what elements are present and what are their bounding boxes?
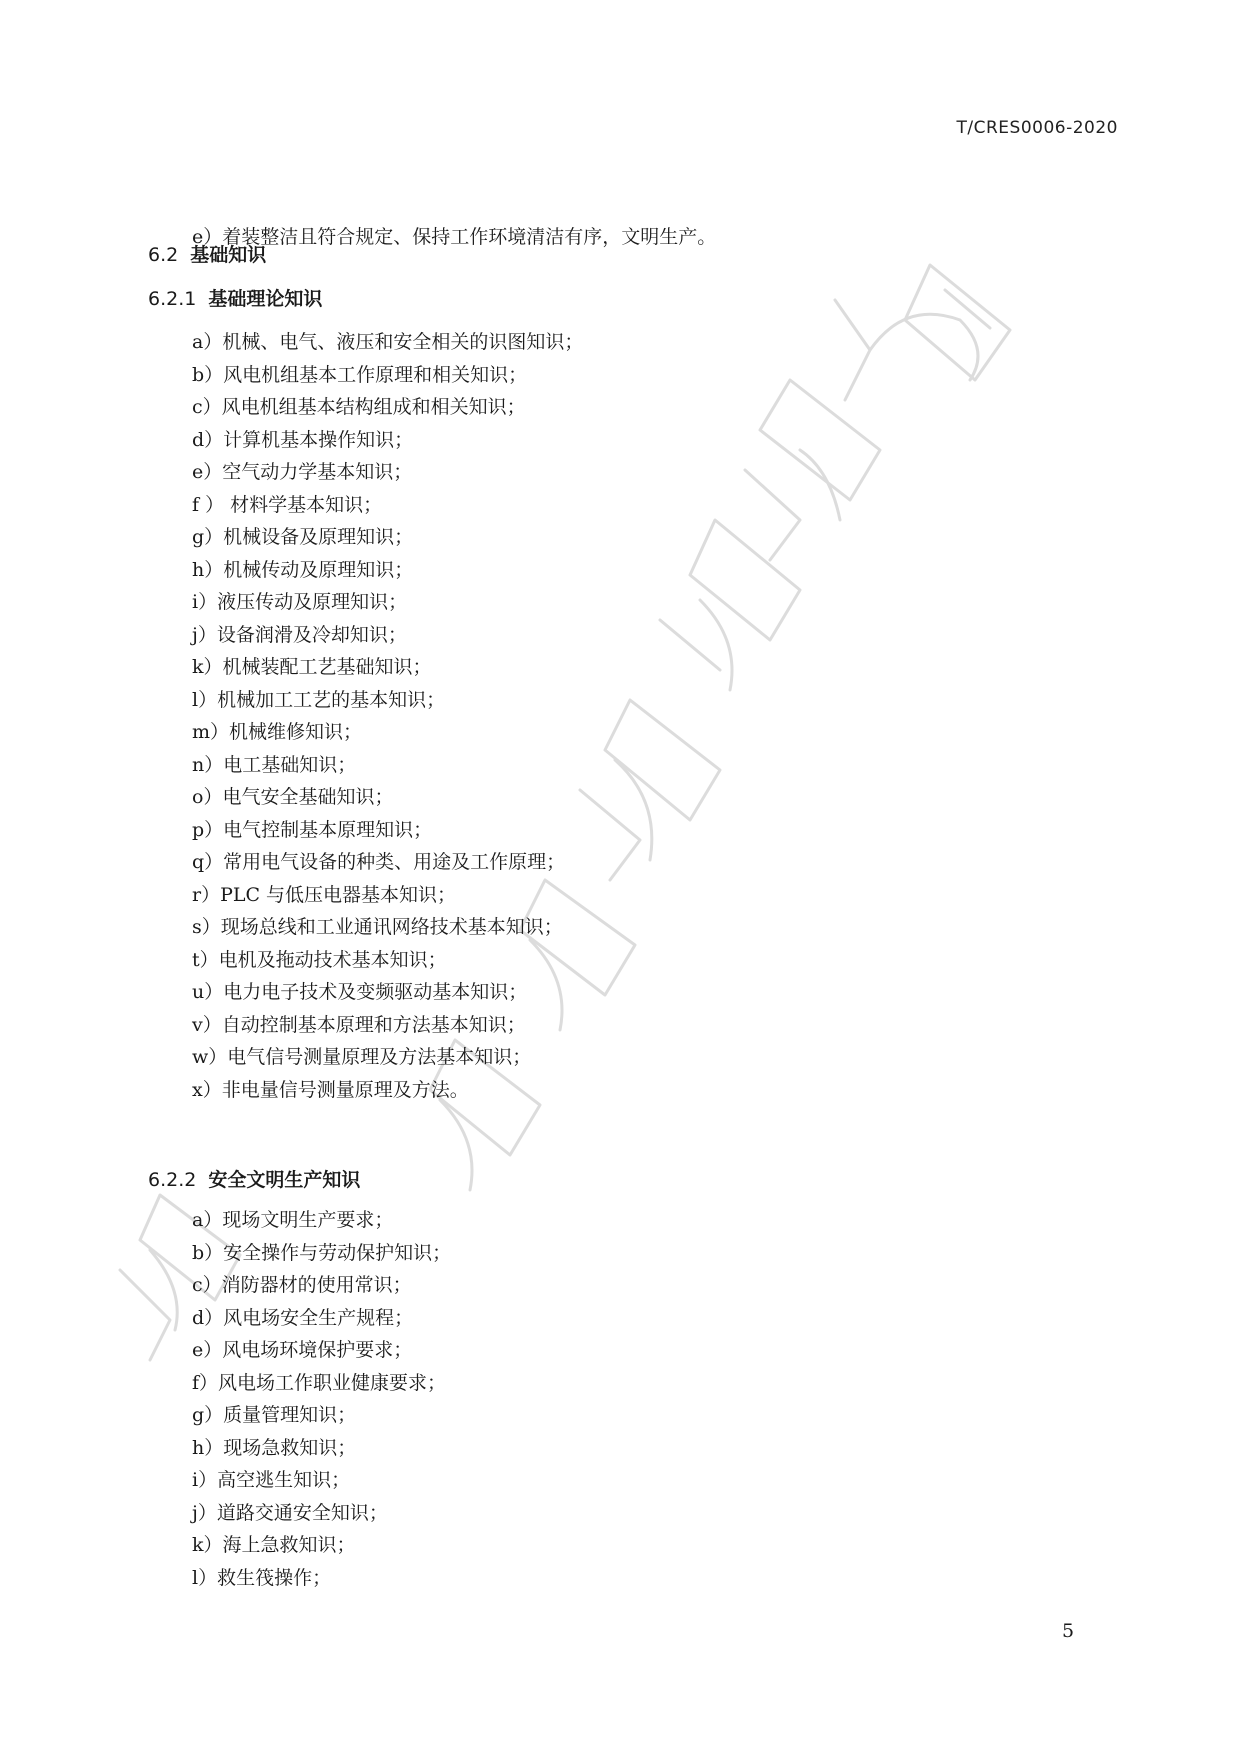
list-item: a）机械、电气、液压和安全相关的识图知识； xyxy=(192,331,584,353)
list-item: l）机械加工工艺的基本知识； xyxy=(192,688,446,711)
section-number: 6.2.2 xyxy=(148,1169,197,1191)
document-code: T/CRES0006-2020 xyxy=(956,118,1118,138)
list-item: f ） 材料学基本知识； xyxy=(192,493,383,516)
list-item: w）电气信号测量原理及方法基本知识； xyxy=(192,1046,532,1068)
list-item: k）海上急救知识； xyxy=(192,1534,356,1556)
list-item: l）救生筏操作； xyxy=(192,1566,332,1589)
list-item: q）常用电气设备的种类、用途及工作原理； xyxy=(192,851,566,873)
list-item: o）电气安全基础知识； xyxy=(192,786,394,808)
list-item: n）电工基础知识； xyxy=(192,753,357,776)
list-item: j）设备润滑及冷却知识； xyxy=(192,623,407,646)
list-item: g）质量管理知识； xyxy=(192,1404,357,1426)
basic-theory-knowledge-list xyxy=(192,326,583,1106)
list-item: r）PLC 与低压电器基本知识； xyxy=(192,883,457,906)
section-number: 6.2.1 xyxy=(148,288,197,310)
list-item: f）风电场工作职业健康要求； xyxy=(192,1371,447,1394)
section-title: 基础理论知识 xyxy=(208,288,323,310)
section-heading-6-2-1 xyxy=(148,284,322,314)
list-item: d）计算机基本操作知识； xyxy=(192,428,414,451)
list-item: t）电机及拖动技术基本知识； xyxy=(192,948,447,971)
section-number: 6.2 xyxy=(148,244,179,266)
section-title: 基础知识 xyxy=(190,244,267,266)
list-item: e）风电场环境保护要求； xyxy=(192,1339,413,1361)
list-item: b）风电机组基本工作原理和相关知识； xyxy=(192,363,528,386)
list-item: k）机械装配工艺基础知识； xyxy=(192,656,432,678)
page-number: 5 xyxy=(1062,1620,1075,1642)
section-title: 安全文明生产知识 xyxy=(208,1169,361,1191)
list-item: c）风电机组基本结构组成和相关知识； xyxy=(192,396,526,418)
list-item: h）现场急救知识； xyxy=(192,1436,357,1459)
list-item: b）安全操作与劳动保护知识； xyxy=(192,1241,452,1264)
list-item: s）现场总线和工业通讯网络技术基本知识； xyxy=(192,916,563,938)
section-heading-6-2 xyxy=(148,240,266,270)
list-item: j）道路交通安全知识； xyxy=(192,1501,388,1524)
list-item: p）电气控制基本原理知识； xyxy=(192,818,433,841)
section-heading-6-2-2 xyxy=(148,1165,360,1195)
list-item: u）电力电子技术及变频驱动基本知识； xyxy=(192,981,528,1003)
list-item: i）高空逃生知识； xyxy=(192,1469,351,1491)
list-item: x）非电量信号测量原理及方法。 xyxy=(192,1078,469,1101)
list-item: m）机械维修知识； xyxy=(192,721,363,743)
list-item: c）消防器材的使用常识； xyxy=(192,1274,412,1296)
list-item: g）机械设备及原理知识； xyxy=(192,526,414,548)
intro-list-item: e）着装整洁且符合规定、保持工作环境清洁有序，文明生产。 xyxy=(192,226,717,248)
list-item: a）现场文明生产要求； xyxy=(192,1209,394,1231)
list-item: v）自动控制基本原理和方法基本知识； xyxy=(192,1013,526,1036)
list-item: e）空气动力学基本知识； xyxy=(192,461,413,483)
list-item: i）液压传动及原理知识； xyxy=(192,591,408,613)
safety-civilized-production-list xyxy=(192,1204,451,1594)
list-item: h）机械传动及原理知识； xyxy=(192,558,414,581)
list-item: d）风电场安全生产规程； xyxy=(192,1306,414,1329)
